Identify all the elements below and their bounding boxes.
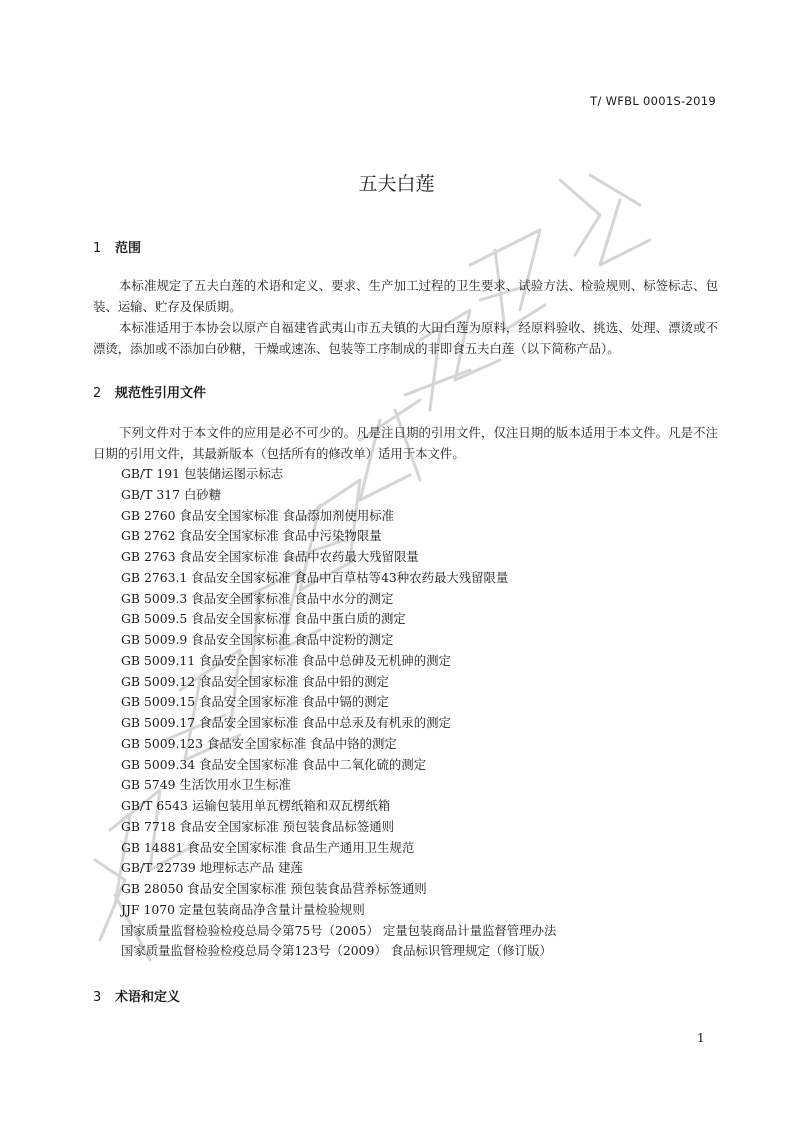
document-code: T/ WFBL 0001S-2019 [590,94,716,108]
reference-item: GB/T 22739 地理标志产品 建莲 [121,860,303,876]
reference-item: GB 5009.9 食品安全国家标准 食品中淀粉的测定 [121,632,394,647]
reference-item: 国家质量监督检验检疫总局令第75号（2005） 定量包装商品计量监督管理办法 [121,922,557,938]
reference-item: GB 5009.11 食品安全国家标准 食品中总砷及无机砷的测定 [121,652,451,668]
reference-item: JJF 1070 定量包装商品净含量计量检验规则 [121,901,365,917]
reference-item: GB 2763 食品安全国家标准 食品中农药最大残留限量 [121,549,419,564]
reference-item: GB 5009.34 食品安全国家标准 食品中二氧化硫的测定 [121,756,427,772]
reference-item: GB 5009.12 食品安全国家标准 食品中铅的测定 [121,673,389,689]
section-title: 术语和定义 [115,990,181,1005]
reference-item: GB/T 191 包装储运图示标志 [121,466,284,481]
reference-item: GB 5009.5 食品安全国家标准 食品中蛋白质的测定 [121,611,406,627]
reference-item: GB 5009.15 食品安全国家标准 食品中镉的测定 [121,694,389,710]
section-title: 范围 [115,241,142,256]
reference-item: GB 14881 食品安全国家标准 食品生产通用卫生规范 [121,839,415,855]
references-intro-paragraph: 下列文件对于本文件的应用是必不可少的。凡是注日期的引用文件，仅注日期的版本适用于本文件。凡是不注日期的引用文件，其最新版本（包括所有的修改单）适用于本文件。 [93,425,718,461]
reference-item: GB 2762 食品安全国家标准 食品中污染物限量 [121,528,382,544]
document-title: 五夫白莲 [358,173,435,195]
reference-item: GB 2763.1 食品安全国家标准 食品中百草枯等43种农药最大残留限量 [121,569,509,585]
reference-item: GB 2760 食品安全国家标准 食品添加剂使用标准 [121,507,394,523]
section-heading-terms-definitions [93,986,180,1005]
reference-item: GB/T 317 白砂糖 [121,486,222,502]
section-number: 2 [93,386,102,401]
reference-item: GB 7718 食品安全国家标准 预包装食品标签通则 [121,818,394,834]
section-number: 1 [93,241,102,256]
reference-item: GB 5009.3 食品安全国家标准 食品中水分的测定 [121,590,394,606]
reference-item: GB 5009.17 食品安全国家标准 食品中总汞及有机汞的测定 [121,715,451,730]
scope-paragraph-1: 本标准规定了五夫白莲的术语和定义、要求、生产加工过程的卫生要求、试验方法、检验规则、标签标志、包装、运输、贮存及保质期。 [93,278,718,314]
reference-item: GB/T 6543 运输包装用单瓦楞纸箱和双瓦楞纸箱 [121,798,391,813]
scope-paragraph-2: 本标准适用于本协会以原产自福建省武夷山市五夫镇的大田白莲为原料，经原料验收、挑选、处理、漂烫或不漂烫，添加或不添加白砂糖，干燥或速冻、包装等工序制成的非即食五夫白莲（以下简称产品）。 [93,320,718,356]
reference-list [121,464,556,962]
section-heading-normative-references [93,382,206,401]
reference-item: GB 5009.123 食品安全国家标准 食品中铬的测定 [121,735,397,751]
page-number: 1 [697,1031,705,1045]
section-title: 规范性引用文件 [115,386,207,401]
section-heading-scope [93,237,141,256]
reference-item: 国家质量监督检验检疫总局令第123号（2009） 食品标识管理规定（修订版） [121,943,552,959]
section-number: 3 [93,990,102,1005]
reference-item: GB 28050 食品安全国家标准 预包装食品营养标签通则 [121,881,427,896]
reference-item: GB 5749 生活饮用水卫生标准 [121,777,291,793]
